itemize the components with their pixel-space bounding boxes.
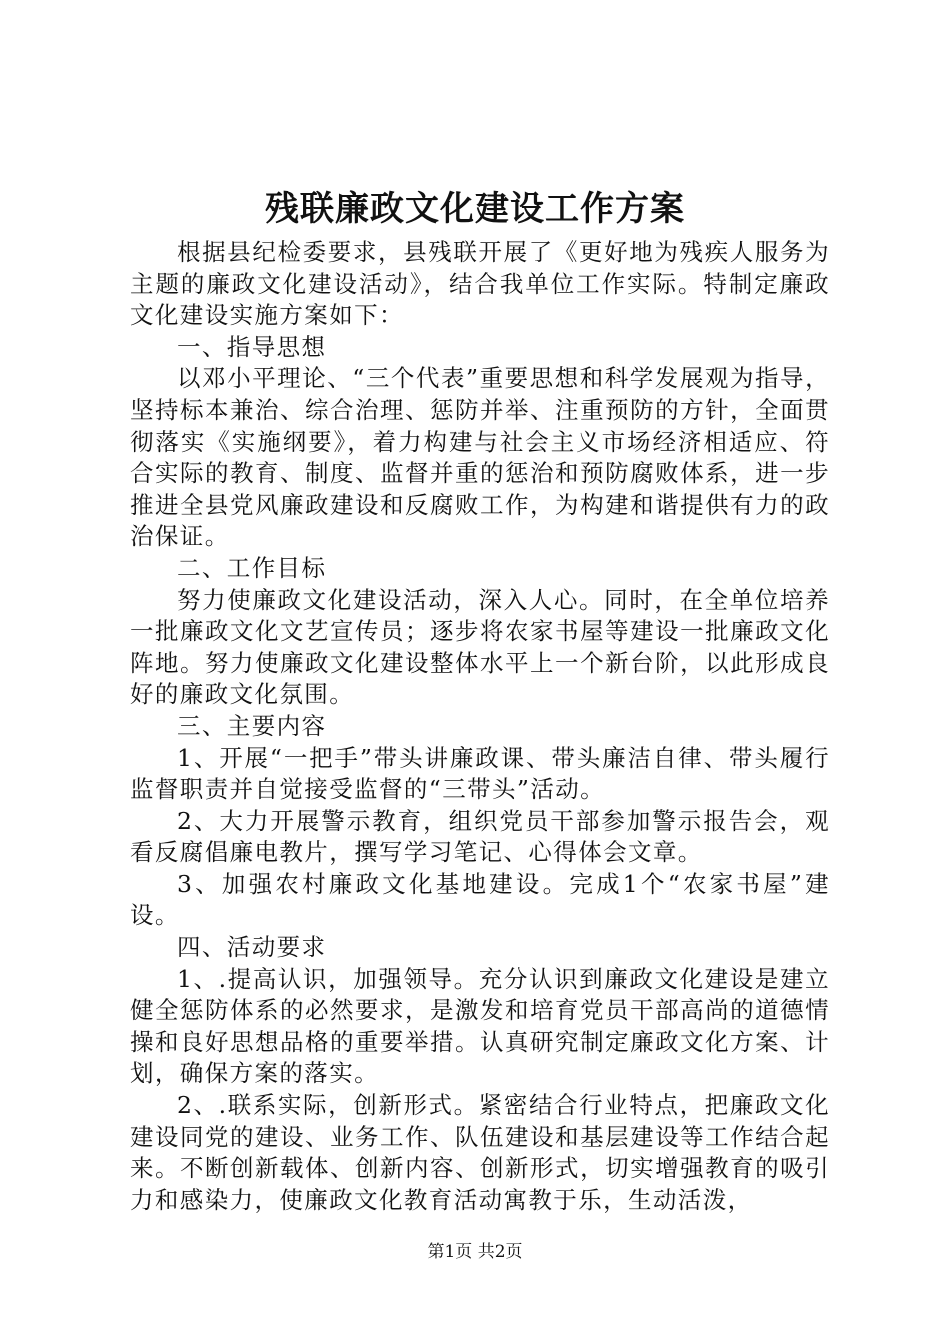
main-content-item-1: 1、开展“一把手”带头讲廉政课、带头廉洁自律、带头履行监督职责并自觉接受监督的“三带头”活动。 — [130, 743, 830, 804]
section-heading-guiding-ideology: 一、指导思想 — [177, 332, 327, 361]
work-goals-paragraph: 努力使廉政文化建设活动，深入人心。同时，在全单位培养一批廉政文化文艺宣传员；逐步将农家书屋等建设一批廉政文化阵地。努力使廉政文化建设整体水平上一个新台阶，以此形成良好的廉政文化氛围。 — [130, 585, 830, 709]
page-title: 残联廉政文化建设工作方案 — [265, 189, 685, 229]
section-heading-main-content: 三、主要内容 — [177, 711, 327, 740]
section-heading-work-goals: 二、工作目标 — [177, 553, 327, 582]
main-content-item-2: 2、大力开展警示教育，组织党员干部参加警示报告会，观看反腐倡廉电教片，撰写学习笔记、心得体会文章。 — [130, 806, 830, 867]
activity-requirement-1: 1、.提高认识，加强领导。充分认识到廉政文化建设是建立健全惩防体系的必然要求，是激发和培育党员干部高尚的道德情操和良好思想品格的重要举措。认真研究制定廉政文化方案、计划，确保方案的落实。 — [130, 964, 830, 1088]
section-heading-activity-requirements: 四、活动要求 — [177, 933, 327, 962]
main-content-item-3: 3、加强农村廉政文化基地建设。完成1个“农家书屋”建设。 — [130, 869, 830, 930]
activity-requirement-2: 2、.联系实际，创新形式。紧密结合行业特点，把廉政文化建设同党的建设、业务工作、队伍建设和基层建设等工作结合起来。不断创新载体、创新内容、创新形式，切实增强教育的吸引力和感染力，使廉政文化教育活动寓教于乐，生动活泼， — [130, 1091, 830, 1214]
document-body — [130, 237, 830, 1216]
page-footer: 第1页 共2页 — [427, 1242, 523, 1262]
guiding-ideology-paragraph: 以邓小平理论、“三个代表”重要思想和科学发展观为指导，坚持标本兼治、综合治理、惩防并举、注重预防的方针，全面贯彻落实《实施纲要》，着力构建与社会主义市场经济相适应、符合实际的教育、制度、监督并重的惩治和预防腐败体系，进一步推进全县党风廉政建设和反腐败工作，为构建和谐提供有力的政治保证。 — [130, 364, 830, 551]
intro-paragraph: 根据县纪检委要求，县残联开展了《更好地为残疾人服务为主题的廉政文化建设活动》，结合我单位工作实际。特制定廉政文化建设实施方案如下： — [130, 238, 830, 330]
